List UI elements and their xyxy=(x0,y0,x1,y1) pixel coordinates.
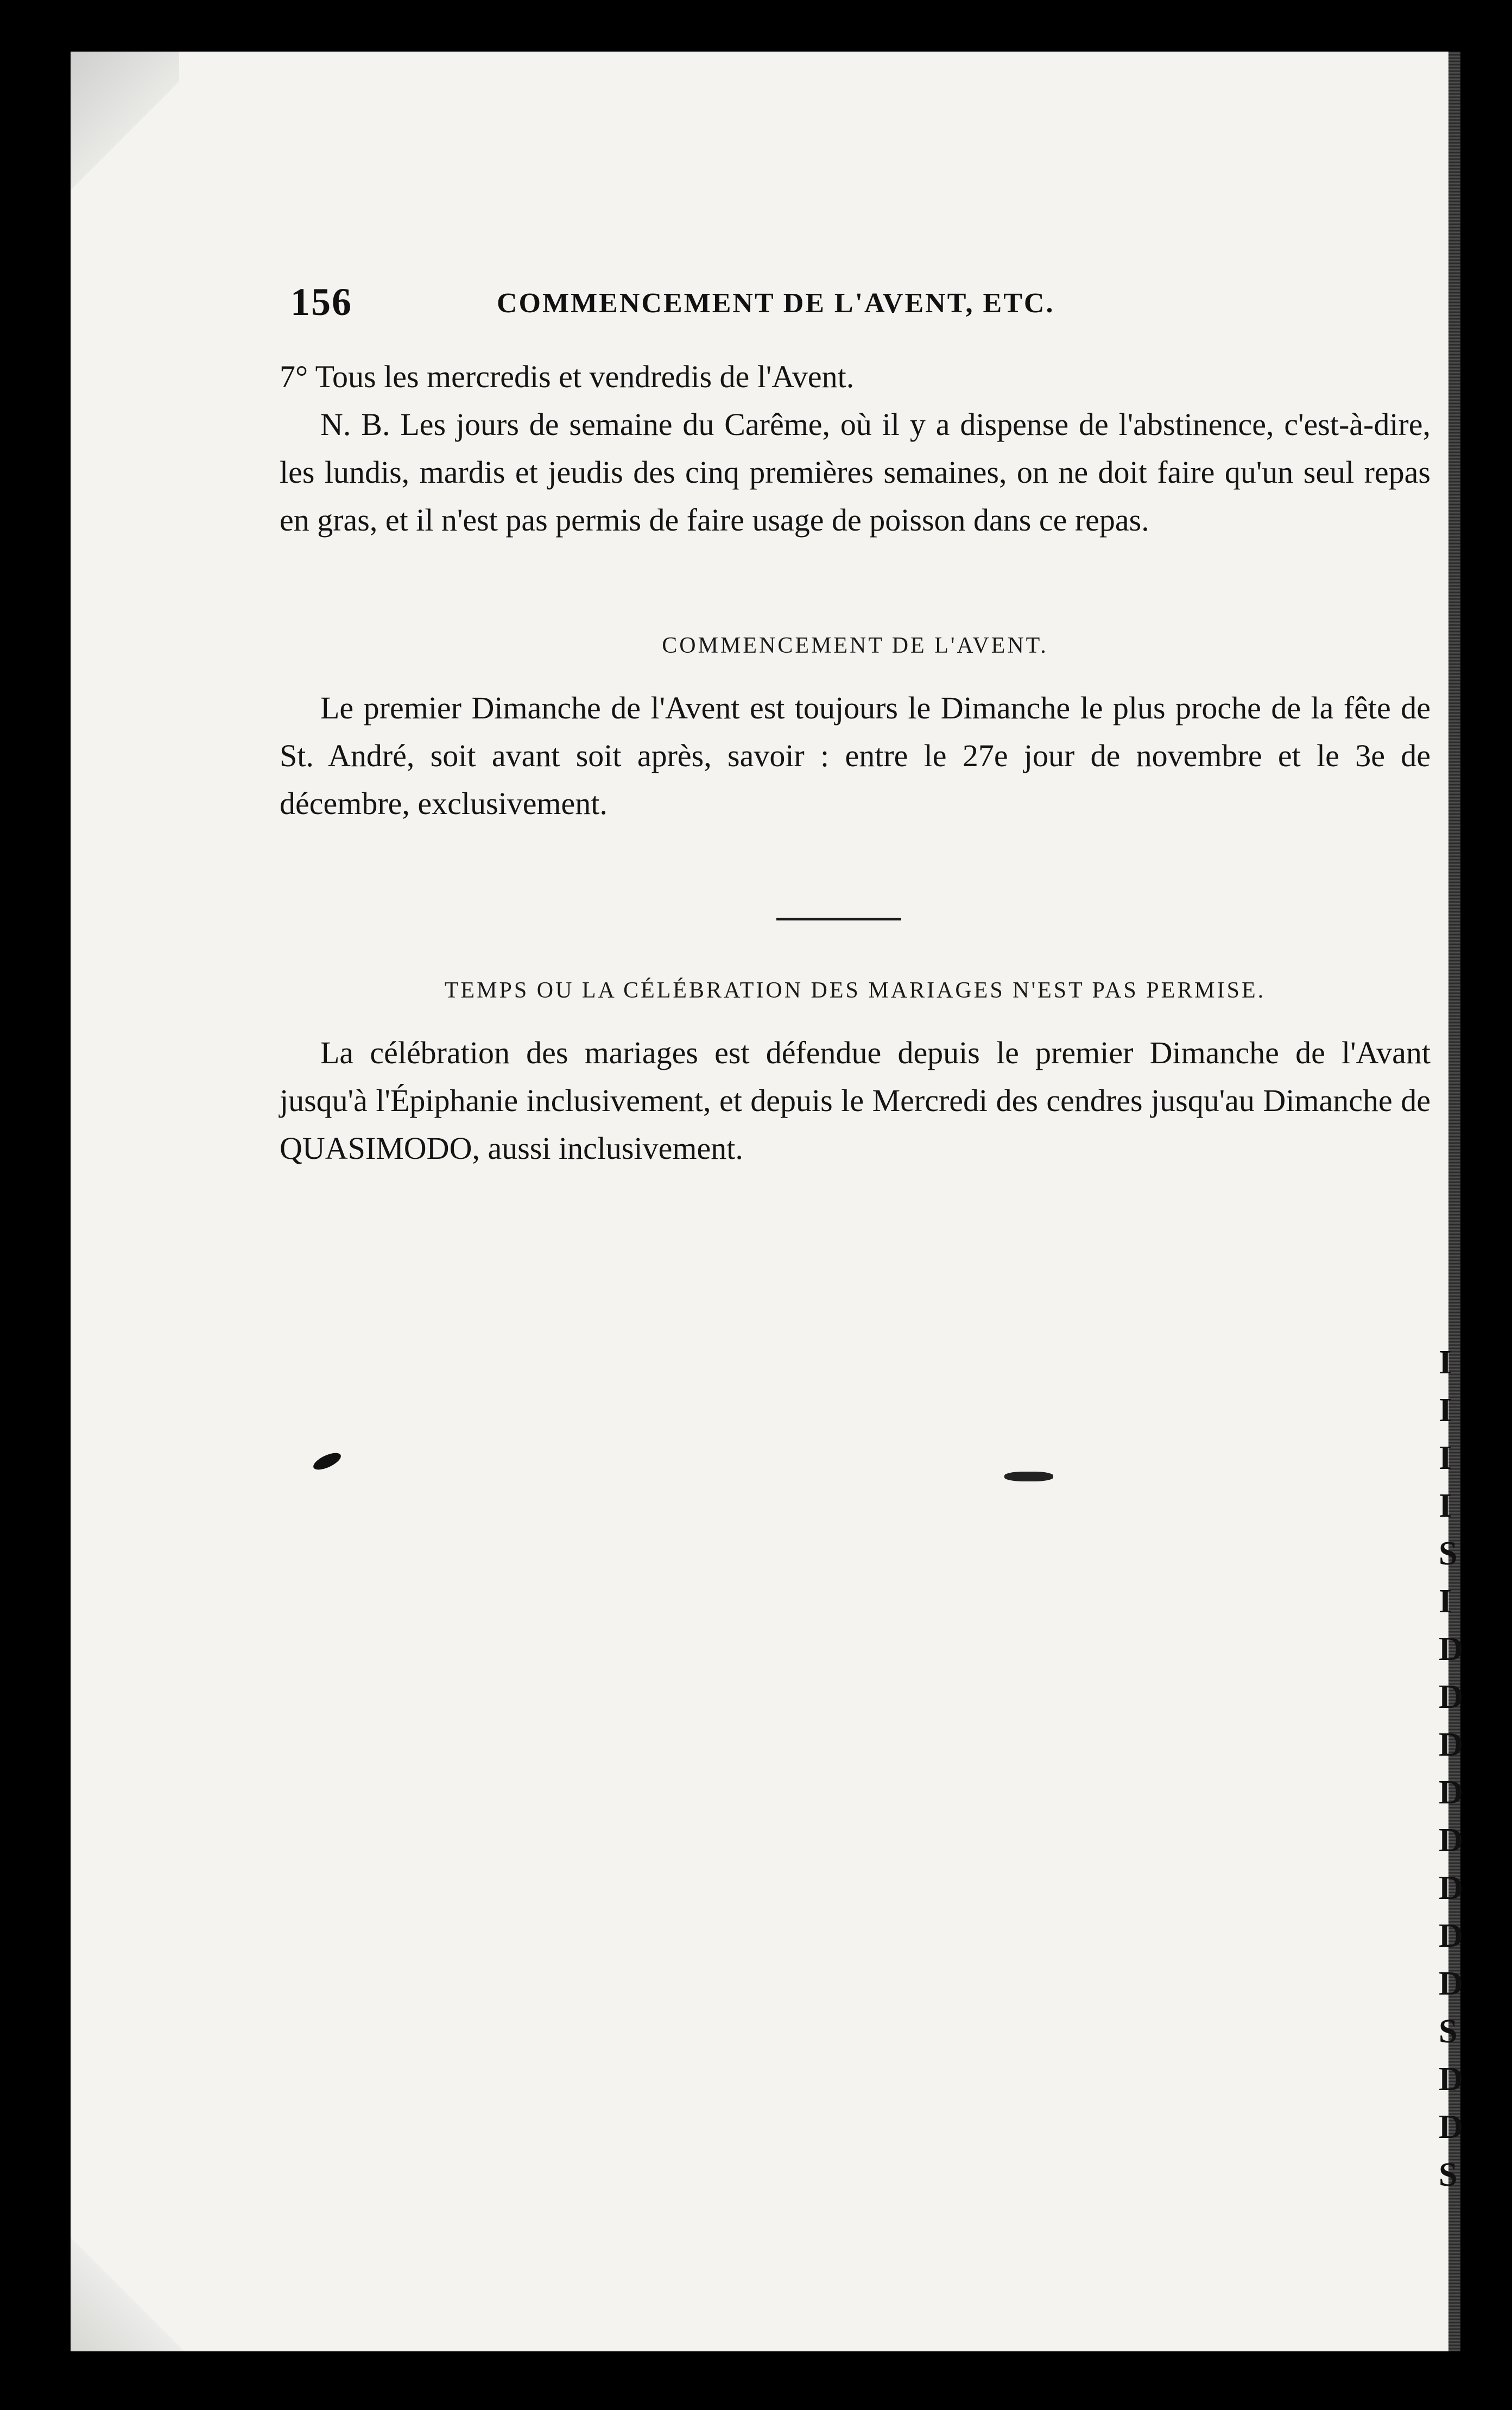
section-2 xyxy=(280,684,1431,828)
page-number: 156 xyxy=(290,280,352,324)
section-title-avent: COMMENCEMENT DE L'AVENT. xyxy=(662,633,1048,658)
margin-fragment-letter: S xyxy=(1439,1535,1458,1572)
margin-fragment-letter: I xyxy=(1439,1344,1452,1381)
margin-fragment-letter: D xyxy=(1439,2109,1463,2146)
nb-note-paragraph: N. B. Les jours de semaine du Carême, où il y a dispense de l'abstinence, c'est-à-dire, les lundis, mardis et jeudis des cinq premières semaines, on ne doit faire qu'un seul repas en gras, et il n'est pas permis de faire usage de poisson dans ce repas. xyxy=(280,407,1431,538)
margin-fragment-letter: I xyxy=(1439,1487,1452,1524)
margin-fragment-letter: D xyxy=(1439,1679,1463,1715)
margin-fragment-letter: I xyxy=(1439,1583,1452,1620)
margin-fragment-letter: S xyxy=(1439,2156,1458,2193)
margin-fragment-letter: I xyxy=(1439,1440,1452,1477)
list-item-7: 7° Tous les mercredis et vendredis de l'Avent. xyxy=(280,359,855,394)
avent-paragraph: Le premier Dimanche de l'Avent est toujours le Dimanche le plus proche de la fête de St. André, soit avant soit après, savoir : entre le 27e jour de novembre et le 3e de décembre, exclusivement. xyxy=(280,690,1431,821)
page-header xyxy=(290,280,1268,334)
folded-corner-bottom xyxy=(71,2232,201,2351)
section-divider-rule xyxy=(776,918,901,920)
section-title-mariages: TEMPS OU LA CÉLÉBRATION DES MARIAGES N'EST PAS PERMISE. xyxy=(444,978,1266,1003)
running-head: COMMENCEMENT DE L'AVENT, ETC. xyxy=(497,288,1055,319)
margin-fragment-letter: D xyxy=(1439,1774,1463,1811)
folded-corner-top xyxy=(71,52,179,193)
mariages-paragraph: La célébration des mariages est défendue depuis le premier Dimanche de l'Avant jusqu'à l'Épiphanie inclusivement, et depuis le Mercredi des cendres jusqu'au Dimanche de QUASIMODO, aussi inclusivement. xyxy=(280,1035,1431,1166)
section-1 xyxy=(280,353,1431,544)
margin-fragment-letter: D xyxy=(1439,1870,1463,1907)
ink-smudge xyxy=(311,1449,343,1473)
ink-smudge xyxy=(1004,1472,1053,1481)
margin-fragment-letter: D xyxy=(1439,1726,1463,1763)
adjacent-page-margin-fragments xyxy=(1439,1339,1463,2199)
margin-fragment-letter: D xyxy=(1439,1822,1463,1859)
margin-fragment-letter: I xyxy=(1439,1392,1452,1429)
book-page xyxy=(71,52,1463,2351)
margin-fragment-letter: D xyxy=(1439,1965,1463,2002)
margin-fragment-letter: D xyxy=(1439,2061,1463,2098)
margin-fragment-letter: D xyxy=(1439,1631,1463,1668)
margin-fragment-letter: D xyxy=(1439,1917,1463,1954)
margin-fragment-letter: S xyxy=(1439,2013,1458,2050)
section-3 xyxy=(280,1029,1431,1172)
